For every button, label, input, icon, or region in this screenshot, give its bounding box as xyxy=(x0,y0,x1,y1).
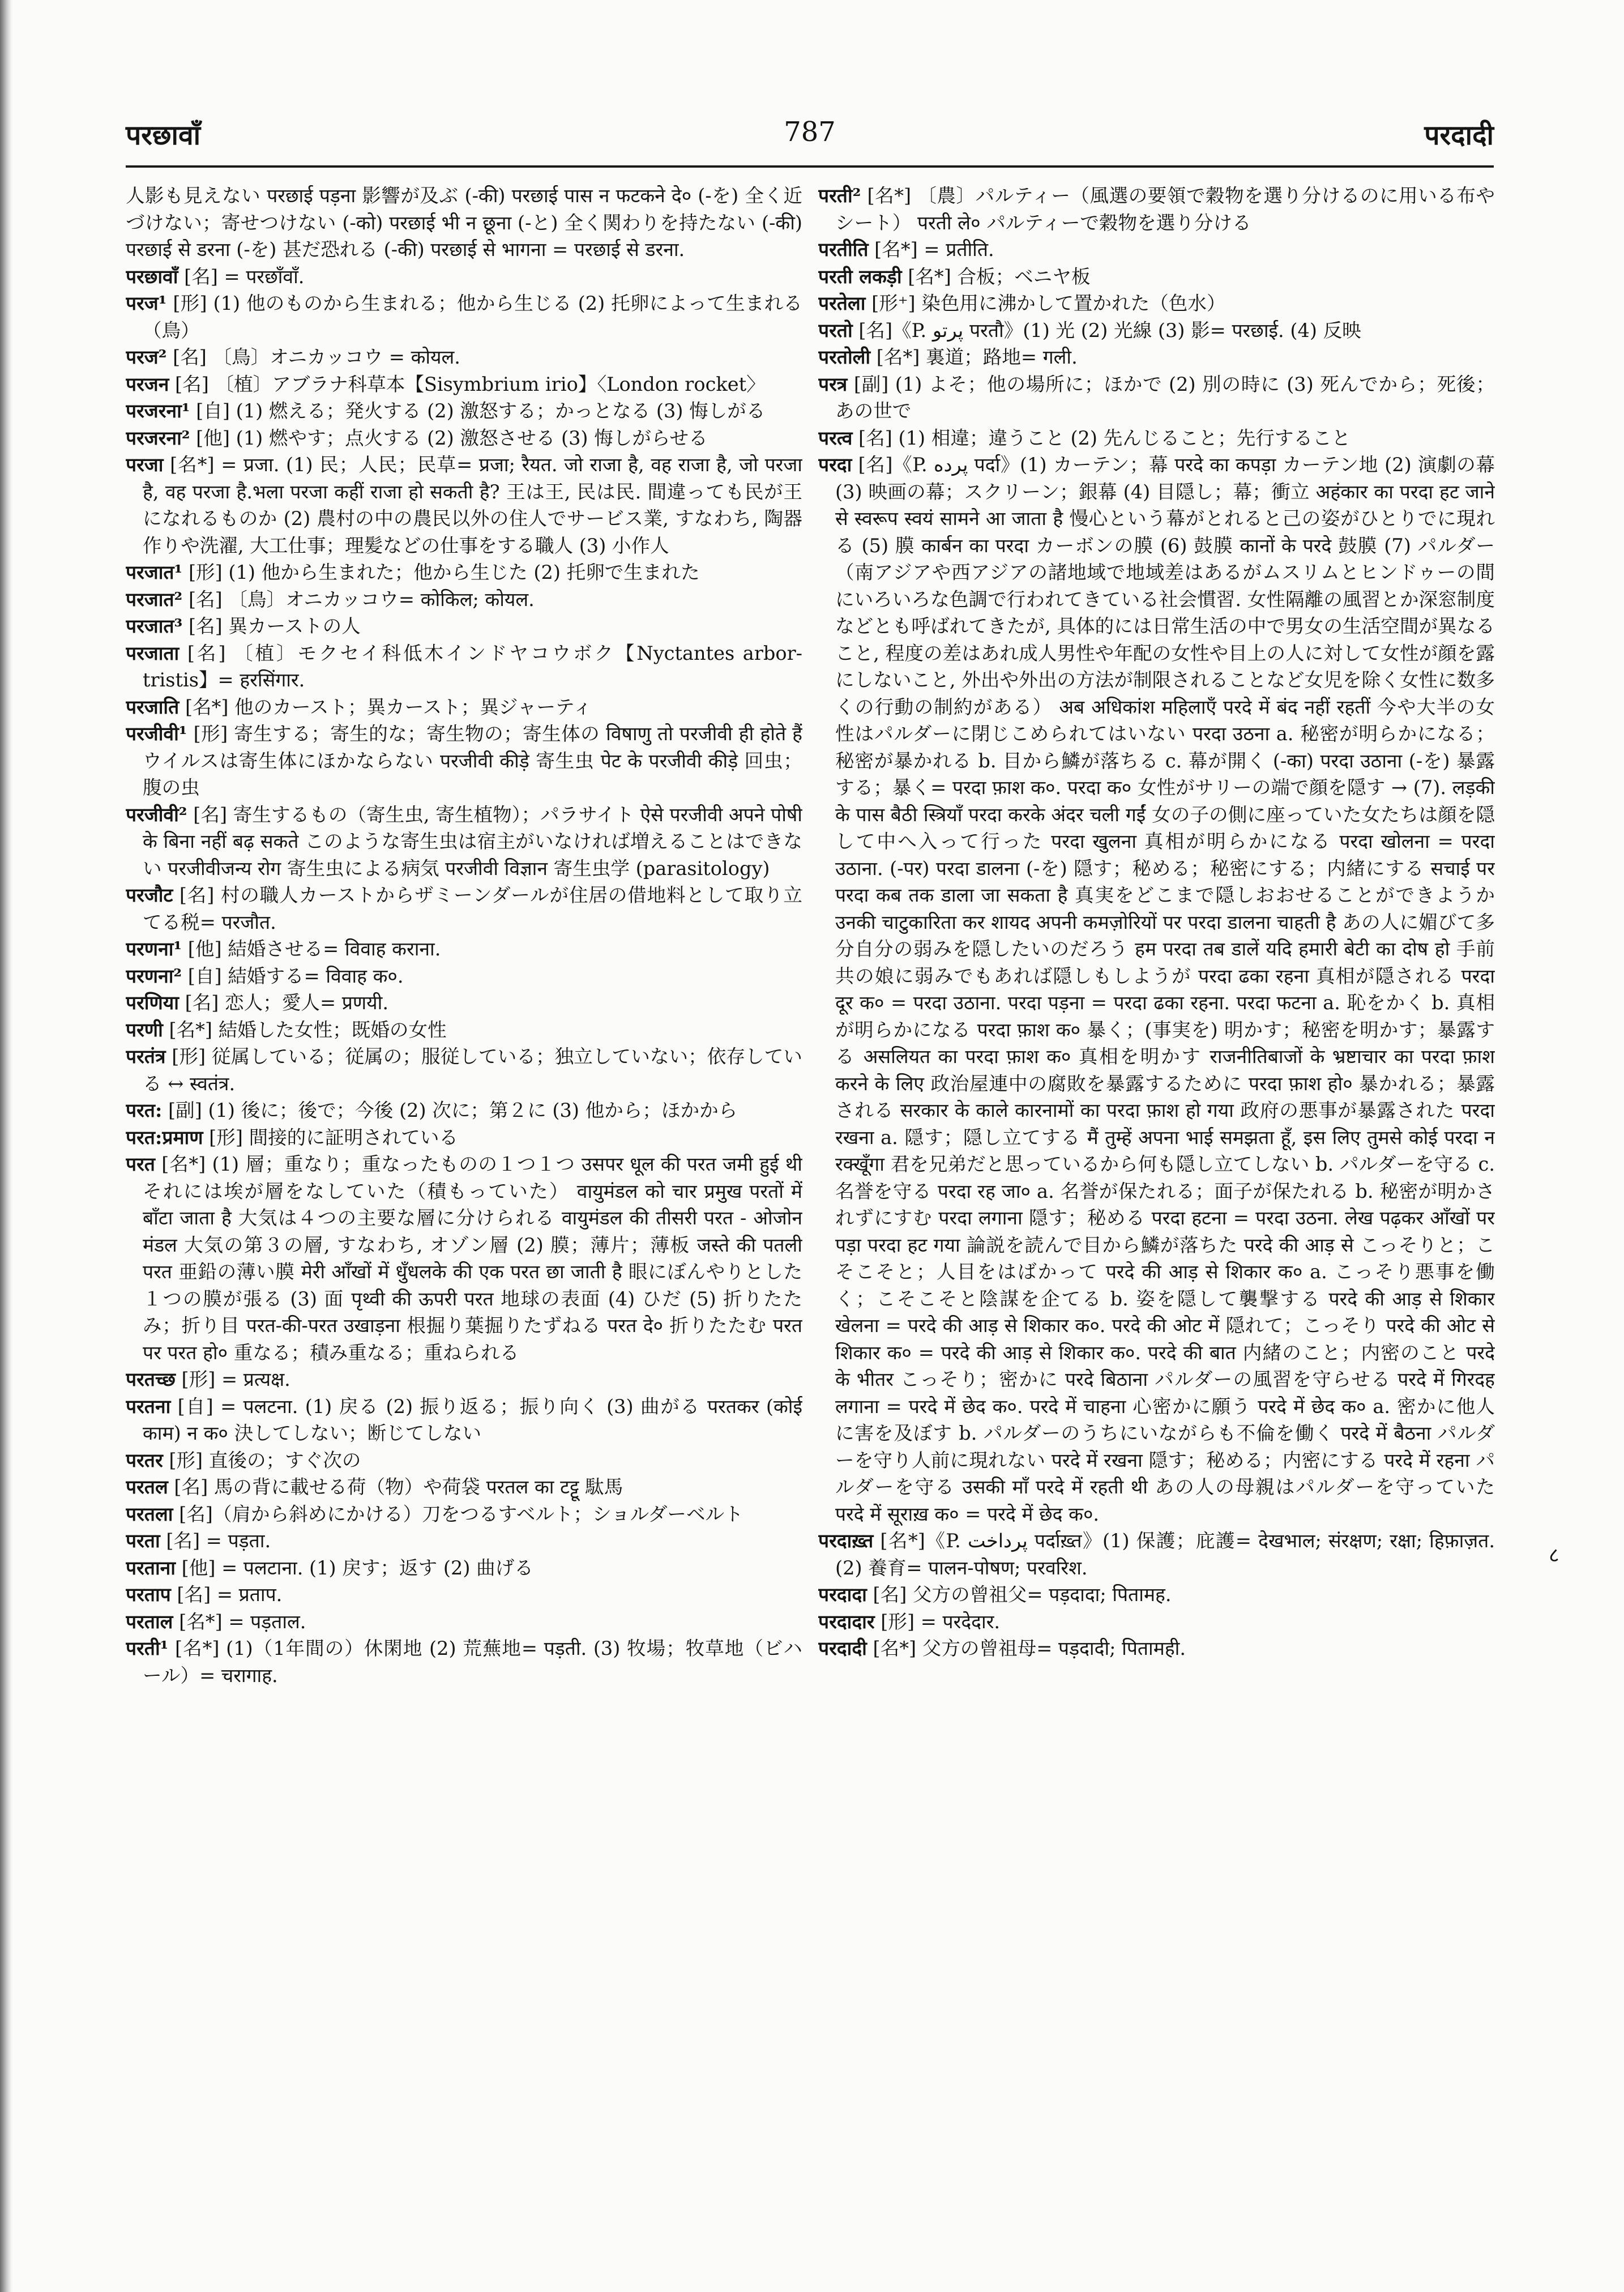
entry-headword: परतो xyxy=(818,318,853,342)
dictionary-entry xyxy=(126,1097,802,1124)
entry-headword: परज² xyxy=(126,345,167,368)
entry-headword: परताप xyxy=(126,1583,171,1606)
entry-definition: [名] = प्रताप. xyxy=(170,1584,283,1606)
dictionary-entry xyxy=(126,1366,802,1393)
dictionary-entry xyxy=(126,425,802,452)
entry-definition: [名] 〔植〕アブラナ科草本【Sisymbrium irio】〈London rocket〉 xyxy=(169,373,766,395)
entry-headword: परजात² xyxy=(126,587,183,611)
entry-definition: [名] 寄生するもの（寄生虫, 寄生植物）；パラサイト ऐसे परजीवी अपने पोषी के बिना नहीं बढ़ सकते このような寄生虫は宿主がいなければ増えることはできない परजीवीजन्य रोग 寄生虫による病気 परजीवी विज्ञान 寄生虫学 (parasitology) xyxy=(143,803,802,880)
dictionary-entry xyxy=(818,451,1495,1527)
entry-definition: 人影も見えない परछाई पड़ना 影響が及ぶ (-की) परछाई पास न फटकने दे० (-を) 全く近づけない；寄せつけない (-को) परछाई भी न छूना (-と) 全く関わりを持たない (-की) परछाई से डरना (-を) 甚だ恐れる (-की) परछाई से भागना = परछाई से डरना. xyxy=(126,185,802,261)
entry-definition: [形] = प्रत्यक्ष. xyxy=(175,1368,290,1390)
dictionary-entry xyxy=(126,586,802,613)
entry-definition: [名*] = प्रतीति. xyxy=(868,238,994,261)
dictionary-entry xyxy=(126,1474,802,1501)
entry-headword: परत्व xyxy=(818,426,853,449)
entry-headword: परतेला xyxy=(818,292,866,314)
entry-headword: परतल xyxy=(126,1475,168,1498)
entry-headword: परतना xyxy=(126,1394,171,1418)
dictionary-entry xyxy=(126,1124,802,1151)
entry-definition: [形] 間接的に証明されている xyxy=(203,1126,458,1149)
entry-headword: परणना² xyxy=(126,964,182,987)
entry-definition: [名] = पड़ता. xyxy=(160,1530,271,1552)
entry-headword: परणी xyxy=(126,1018,163,1041)
entry-definition: [他] 結婚させる= विवाह कराना. xyxy=(182,938,441,960)
entry-definition: [名] 村の職人カーストからザミーンダールが住居の借地料として取り立てる税= परजौत. xyxy=(143,884,802,933)
entry-headword: परत:प्रमाण xyxy=(126,1125,203,1149)
entry-headword: परताल xyxy=(126,1610,173,1633)
page-number: 787 xyxy=(784,116,836,148)
dictionary-entry xyxy=(126,1043,802,1097)
entry-headword: परतर xyxy=(126,1448,163,1471)
entry-headword: परती¹ xyxy=(126,1637,169,1659)
dictionary-entry xyxy=(126,263,802,291)
dictionary-entry xyxy=(126,963,802,990)
dictionary-entry xyxy=(126,1393,802,1447)
dictionary-entry xyxy=(126,1635,802,1689)
margin-mark: ८ xyxy=(1549,1544,1559,1567)
entry-definition: [名] = परछाँवाँ. xyxy=(178,265,305,288)
dictionary-entry xyxy=(818,1608,1495,1636)
dictionary-entry xyxy=(818,1635,1495,1662)
entry-headword: परदा xyxy=(818,453,852,476)
entry-headword: परजात³ xyxy=(126,614,183,637)
entry-headword: परता xyxy=(126,1529,160,1552)
dictionary-entry xyxy=(818,290,1495,317)
entry-headword: परतीति xyxy=(818,238,869,261)
entry-headword: परती² xyxy=(818,184,861,207)
header-rule xyxy=(126,165,1494,168)
dictionary-entry xyxy=(126,1501,802,1528)
entry-definition: [形] (1) 他から生まれた；他から生じた (2) 托卵で生まれた xyxy=(182,561,700,583)
entry-headword: परतोली xyxy=(818,345,871,368)
entry-definition: [名*] 〔農〕パルティー（風選の要領で穀物を選り分けるのに用いる布やシート） परती ले० パルティーで穀物を選り分ける xyxy=(835,185,1495,234)
dictionary-entry xyxy=(126,398,802,425)
entry-definition: [名]《P. پرده पर्दा》(1) カーテン；幕 परदे का कपड़ा カーテン地 (2) 演劇の幕 (3) 映画の幕；スクリーン；銀幕 (4) 目隠し；幕；衝立 अहंकार का परदा हट जाने से स्वरूप स्वयं सामने आ जाता है 慢心という幕がとれると己の姿がひとりでに現れる (5) 膜 कार्बन का परदा カーボンの膜 (6) 鼓膜 कानों के परदे 鼓膜 (7) パルダー（南アジアや西アジアの諸地域で地域差はあるがムスリムとヒンドゥーの間にいろいろな色調で行われてきている社会慣習. 女性隔離の風習とか深窓制度などとも呼ばれてきたが, 具体的には日常生活の中で男女の生活空間が異なること, 程度の差はあれ成人男性や年配の女性や目上の人に対して女性が顔を露にしないこと, 外出や外出の方法が制限されることなど女児を除く女性に数多くの行動の制約がある） अब अधिकांश महिलाएँ परदे में बंद नहीं रहतीं 今や大半の女性はパルダーに閉じこめられてはいない परदा उठना a. 秘密が明らかになる；秘密が暴かれる b. 目から鱗が落ちる c. 幕が開く (-का) परदा उठाना (-を) 暴露する；暴く= परदा फ़ाश क०. परदा क० 女性がサリーの端で顔を隠す → (7). लड़की के पास बैठी स्त्रियाँ परदा करके अंदर चली गईं 女の子の側に座っていた女たちは顔を隠して中へ入って行った परदा खुलना 真相が明らかになる परदा खोलना = परदा उठाना. (-पर) परदा डालना (-を) 隠す；秘める；秘密にする；内緒にする सचाई पर परदा कब तक डाला जा सकता है 真実をどこまで隠しおおせることができようか उनकी चाटुकारिता कर शायद अपनी कमज़ोरियों पर परदा डालना चाहती है あの人に媚びて多分自分の弱みを隠したいのだろう हम परदा तब डालें यदि हमारी बेटी का दोष हो 手前共の娘に弱みでもあれば隠しもしようが परदा ढका रहना 真相が隠される परदा दूर क० = परदा उठाना. परदा पड़ना = परदा ढका रहना. परदा फटना a. 恥をかく b. 真相が明らかになる परदा फ़ाश क० 暴く；(事実を) 明かす；秘密を明かす；暴露する असलियत का परदा फ़ाश क० 真相を明かす राजनीतिबाजों के भ्रष्टाचार का परदा फ़ाश करने के लिए 政治屋連中の腐敗を暴露するために परदा फ़ाश हो० 暴かれる；暴露される सरकार के काले कारनामों का परदा फ़ाश हो गया 政府の悪事が暴露された परदा रखना a. 隠す；隠し立てする मैं तुम्हें अपना भाई समझता हूँ, इस लिए तुमसे कोई परदा न रक्खूँगा 君を兄弟だと思っているから何も隠し立てしない b. パルダーを守る c. 名誉を守る परदा रह जा० a. 名誉が保たれる；面子が保たれる b. 秘密が明かされずにすむ परदा लगाना 隠す；秘める परदा हटना = परदा उठना. लेख पढ़कर आँखों पर पड़ा परदा हट गया 論説を読んで目から鱗が落ちた परदे की आड़ से こっそりと；こそこそと；人目をはばかって परदे की आड़ से शिकार क० a. こっそり悪事を働く；こそこそと陰謀を企てる b. 姿を隠して襲撃する परदे की आड़ से शिकार खेलना = परदे की आड़ से शिकार क०. परदे की ओट में 隠れて；こっそり परदे की ओट से शिकार क० = परदे की आड़ से शिकार क०. परदे की बात 内緒のこと；内密のこと परदे के भीतर こっそり；密かに परदे बिठाना パルダーの風習を守らせる परदे में गिरदह लगाना = परदे में छेद क०. परदे में चाहना 心密かに願う परदे में छेद क० a. 密かに他人に害を及ぼす b. パルダーのうちにいながらも不倫を働く परदे में बैठना パルダーを守り人前に現れない परदे में रखना 隠す；秘める；内密にする परदे में रहना パルダーを守る उसकी माँ परदे में रहती थी あの人の母親はパルダーを守っていた परदे में सूराख़ क० = परदे में छेद क०. xyxy=(835,454,1495,1525)
right-column xyxy=(818,182,1495,2199)
dictionary-entry xyxy=(126,290,802,344)
entry-definition: [形] 従属している；従属の；服従している；独立していない；依存している ↔ स्वतंत्र. xyxy=(143,1045,802,1095)
entry-headword: परजाति xyxy=(126,695,180,718)
entry-headword: परतंत्र xyxy=(126,1045,166,1068)
dictionary-entry xyxy=(126,613,802,640)
right-running-headword: परदादी xyxy=(1424,119,1494,151)
dictionary-entry xyxy=(126,559,802,586)
entry-definition: [名*] (1) 層；重なり；重なったものの１つ１つ उसपर धूल की परत जमी हुई थी それには埃が層をなしていた（積もっていた） वायुमंडल को चार प्रमुख परतों में बाँटा जाता है 大気は４つの主要な層に分けられる वायुमंडल की तीसरी परत - ओजोन मंडल 大気の第３の層, すなわち, オゾン層 (2) 膜；薄片；薄板 जस्ते की पतली परत 亜鉛の薄い膜 मेरी आँखों में धुँधलके की एक परत छा जाती है 眼にぼんやりとした１つの膜が張る (3) 面 पृथ्वी की ऊपरी परत 地球の表面 (4) ひだ (5) 折りたたみ；折り目 परत-की-परत उखाड़ना 根掘り葉掘りたずねる परत दे० 折りたたむ परत पर परत हो० 重なる；積み重なる；重ねられる xyxy=(143,1153,802,1364)
left-column xyxy=(126,182,802,2199)
entry-headword: परताना xyxy=(126,1556,176,1579)
entry-definition: [名*] = प्रजा. (1) 民；人民；民草= प्रजा; रैयत. जो राजा है, वह राजा है, जो परजा है, वह परजा है.भला परजा कहीं राजा हो सकती है? 王は王, 民は民. 間違っても民が王になれるものか (2) 農村の中の農民以外の住人でサービス業, すなわち, 陶器作りや洗濯, 大工仕事；理髪などの仕事をする職人 (3) 小作人 xyxy=(143,454,802,557)
dictionary-entry xyxy=(818,182,1495,236)
entry-headword: परजरना² xyxy=(126,426,190,449)
entry-headword: परत: xyxy=(126,1099,163,1121)
dictionary-entry xyxy=(818,317,1495,344)
entry-definition: [名] 異カーストの人 xyxy=(182,615,361,637)
entry-definition: [名]（肩から斜めにかける）刀をつるすベルト；ショルダーベルト xyxy=(173,1503,743,1525)
entry-headword: परज¹ xyxy=(126,292,167,314)
dictionary-entry xyxy=(126,694,802,721)
entry-definition: [名] 〔鳥〕オニカッコウ = कोयल. xyxy=(166,346,460,368)
entry-definition: [名*] = पड़ताल. xyxy=(173,1610,306,1633)
dictionary-entry xyxy=(126,371,802,398)
dictionary-entry xyxy=(126,1581,802,1608)
entry-headword: परजाता xyxy=(126,641,180,664)
entry-headword: परत्र xyxy=(818,372,848,395)
entry-definition: [副] (1) よそ；他の場所に；ほかで (2) 別の時に (3) 死んでから；死後；あの世で xyxy=(835,373,1495,422)
dictionary-entry xyxy=(126,1151,802,1366)
dictionary-entry xyxy=(126,989,802,1017)
entry-definition: [名*] (1)（1年間の）休閑地 (2) 荒蕪地= पड़ती. (3) 牧場；牧草地（ビハール）= चरागाह. xyxy=(143,1637,802,1687)
dictionary-entry xyxy=(126,451,802,559)
entry-headword: परजन xyxy=(126,372,169,395)
entry-headword: परदादा xyxy=(818,1583,867,1606)
entry-definition: [形] = परदेदार. xyxy=(874,1610,1001,1633)
entry-definition: [名*] 他のカースト；異カースト；異ジャーティ xyxy=(179,695,592,718)
entry-definition: [形⁺] 染色用に沸かして置かれた（色水） xyxy=(865,292,1226,314)
entry-definition: [名]《P. پرتو परतौ》(1) 光 (2) 光線 (3) 影= परछाई. (4) 反映 xyxy=(852,319,1361,342)
entry-definition: [形] 寄生する；寄生的な；寄生物の；寄生体の विषाणु तो परजीवी ही होते हैं ウイルスは寄生体にほかならない परजीवी कीड़े 寄生虫 पेट के परजीवी कीड़े 回虫；腹の虫 xyxy=(143,723,802,799)
dictionary-entry xyxy=(126,182,802,263)
entry-headword: परणना¹ xyxy=(126,937,182,960)
entry-headword: परतला xyxy=(126,1502,173,1525)
entry-definition: [形] (1) 他のものから生まれる；他から生じる (2) 托卵によって生まれる（鳥） xyxy=(143,292,802,342)
dictionary-entry xyxy=(126,936,802,963)
dictionary-entry xyxy=(126,344,802,371)
page-header xyxy=(126,116,1494,161)
entry-headword: परणिया xyxy=(126,991,179,1014)
entry-definition: [名*] 結婚した女性；既婚の女性 xyxy=(163,1018,447,1041)
entry-definition: [自] = पलटना. (1) 戻る (2) 振り返る；振り向く (3) 曲がる परतकर (कोई काम) न क० 決してしない；断じてしない xyxy=(143,1395,802,1444)
dictionary-entry xyxy=(126,1017,802,1044)
entry-headword: परत xyxy=(126,1153,155,1175)
entry-headword: परजीवी² xyxy=(126,803,187,826)
dictionary-entry xyxy=(818,344,1495,371)
left-running-headword: परछावाँ xyxy=(126,119,201,151)
entry-definition: [自] (1) 燃える；発火する (2) 激怒する；かっとなる (3) 悔しがる xyxy=(190,400,766,422)
entry-headword: परछावाँ xyxy=(126,264,178,288)
dictionary-entry xyxy=(818,1581,1495,1608)
entry-headword: परदादी xyxy=(818,1637,867,1659)
dictionary-entry xyxy=(818,263,1495,291)
entry-headword: परदादार xyxy=(818,1610,875,1633)
book-spine-shadow xyxy=(0,0,12,2292)
entry-definition: [名] 馬の背に載せる荷（物）や荷袋 परतल का टट्टू 駄馬 xyxy=(168,1476,623,1498)
dictionary-entry xyxy=(126,882,802,936)
entry-definition: [名*] 父方の曾祖母= पड़दादी; पितामही. xyxy=(866,1637,1186,1659)
entry-headword: परजा xyxy=(126,453,164,476)
entry-headword: परती लकड़ी xyxy=(818,264,902,288)
entry-headword: परदाख़्त xyxy=(818,1529,874,1552)
entry-headword: परजरना¹ xyxy=(126,399,190,422)
dictionary-entry xyxy=(818,371,1495,425)
dictionary-entry xyxy=(126,1555,802,1582)
entry-definition: [名] 〔鳥〕オニカッコウ= कोकिल; कोयल. xyxy=(182,588,535,611)
dictionary-entry xyxy=(818,236,1495,263)
dictionary-entry xyxy=(818,425,1495,452)
entry-headword: परजौट xyxy=(126,883,173,906)
entry-definition: [名*] 合板；ベニヤ板 xyxy=(901,265,1091,288)
entry-definition: [名] 恋人；愛人= प्रणयी. xyxy=(178,992,389,1014)
entry-definition: [名] (1) 相違；違うこと (2) 先んじること；先行すること xyxy=(852,426,1351,449)
entry-definition: [副] (1) 後に；後で；今後 (2) 次に；第２に (3) 他から；ほかから xyxy=(162,1099,738,1121)
entry-definition: [名*] 裏道；路地= गली. xyxy=(870,346,1078,368)
dictionary-entry xyxy=(126,640,802,694)
dictionary-entry xyxy=(126,1527,802,1555)
entry-definition: [他] = पलटाना. (1) 戻す；返す (2) 曲げる xyxy=(175,1556,533,1579)
entry-headword: परजीवी¹ xyxy=(126,722,187,745)
dictionary-entry xyxy=(126,720,802,801)
dictionary-entry xyxy=(126,1608,802,1636)
entry-headword: परतच्छ xyxy=(126,1368,176,1390)
dictionary-entry xyxy=(126,1447,802,1474)
entry-headword: परजात¹ xyxy=(126,561,183,583)
entry-definition: [自] 結婚する= विवाह क०. xyxy=(182,964,404,987)
entry-definition: [他] (1) 燃やす；点火する (2) 激怒させる (3) 悔しがらせる xyxy=(190,426,708,449)
dictionary-entry xyxy=(818,1527,1495,1581)
entry-definition: [名] 〔植〕モクセイ科低木インドヤコウボク【Nyctantes arbor-tristis】= हरसिंगार. xyxy=(143,642,802,691)
dictionary-entry xyxy=(126,801,802,882)
entry-definition: [形] 直後の；すぐ次の xyxy=(163,1449,361,1471)
entry-definition: [名*]《P. پرداخت पर्दाख़्त》(1) 保護；庇護= देखभाल; संरक्षण; रक्षा; हिफ़ाज़त. (2) 養育= पालन-पोषण; परवरिश. xyxy=(835,1530,1495,1579)
entry-definition: [名] 父方の曾祖父= पड़दादा; पितामह. xyxy=(866,1584,1172,1606)
